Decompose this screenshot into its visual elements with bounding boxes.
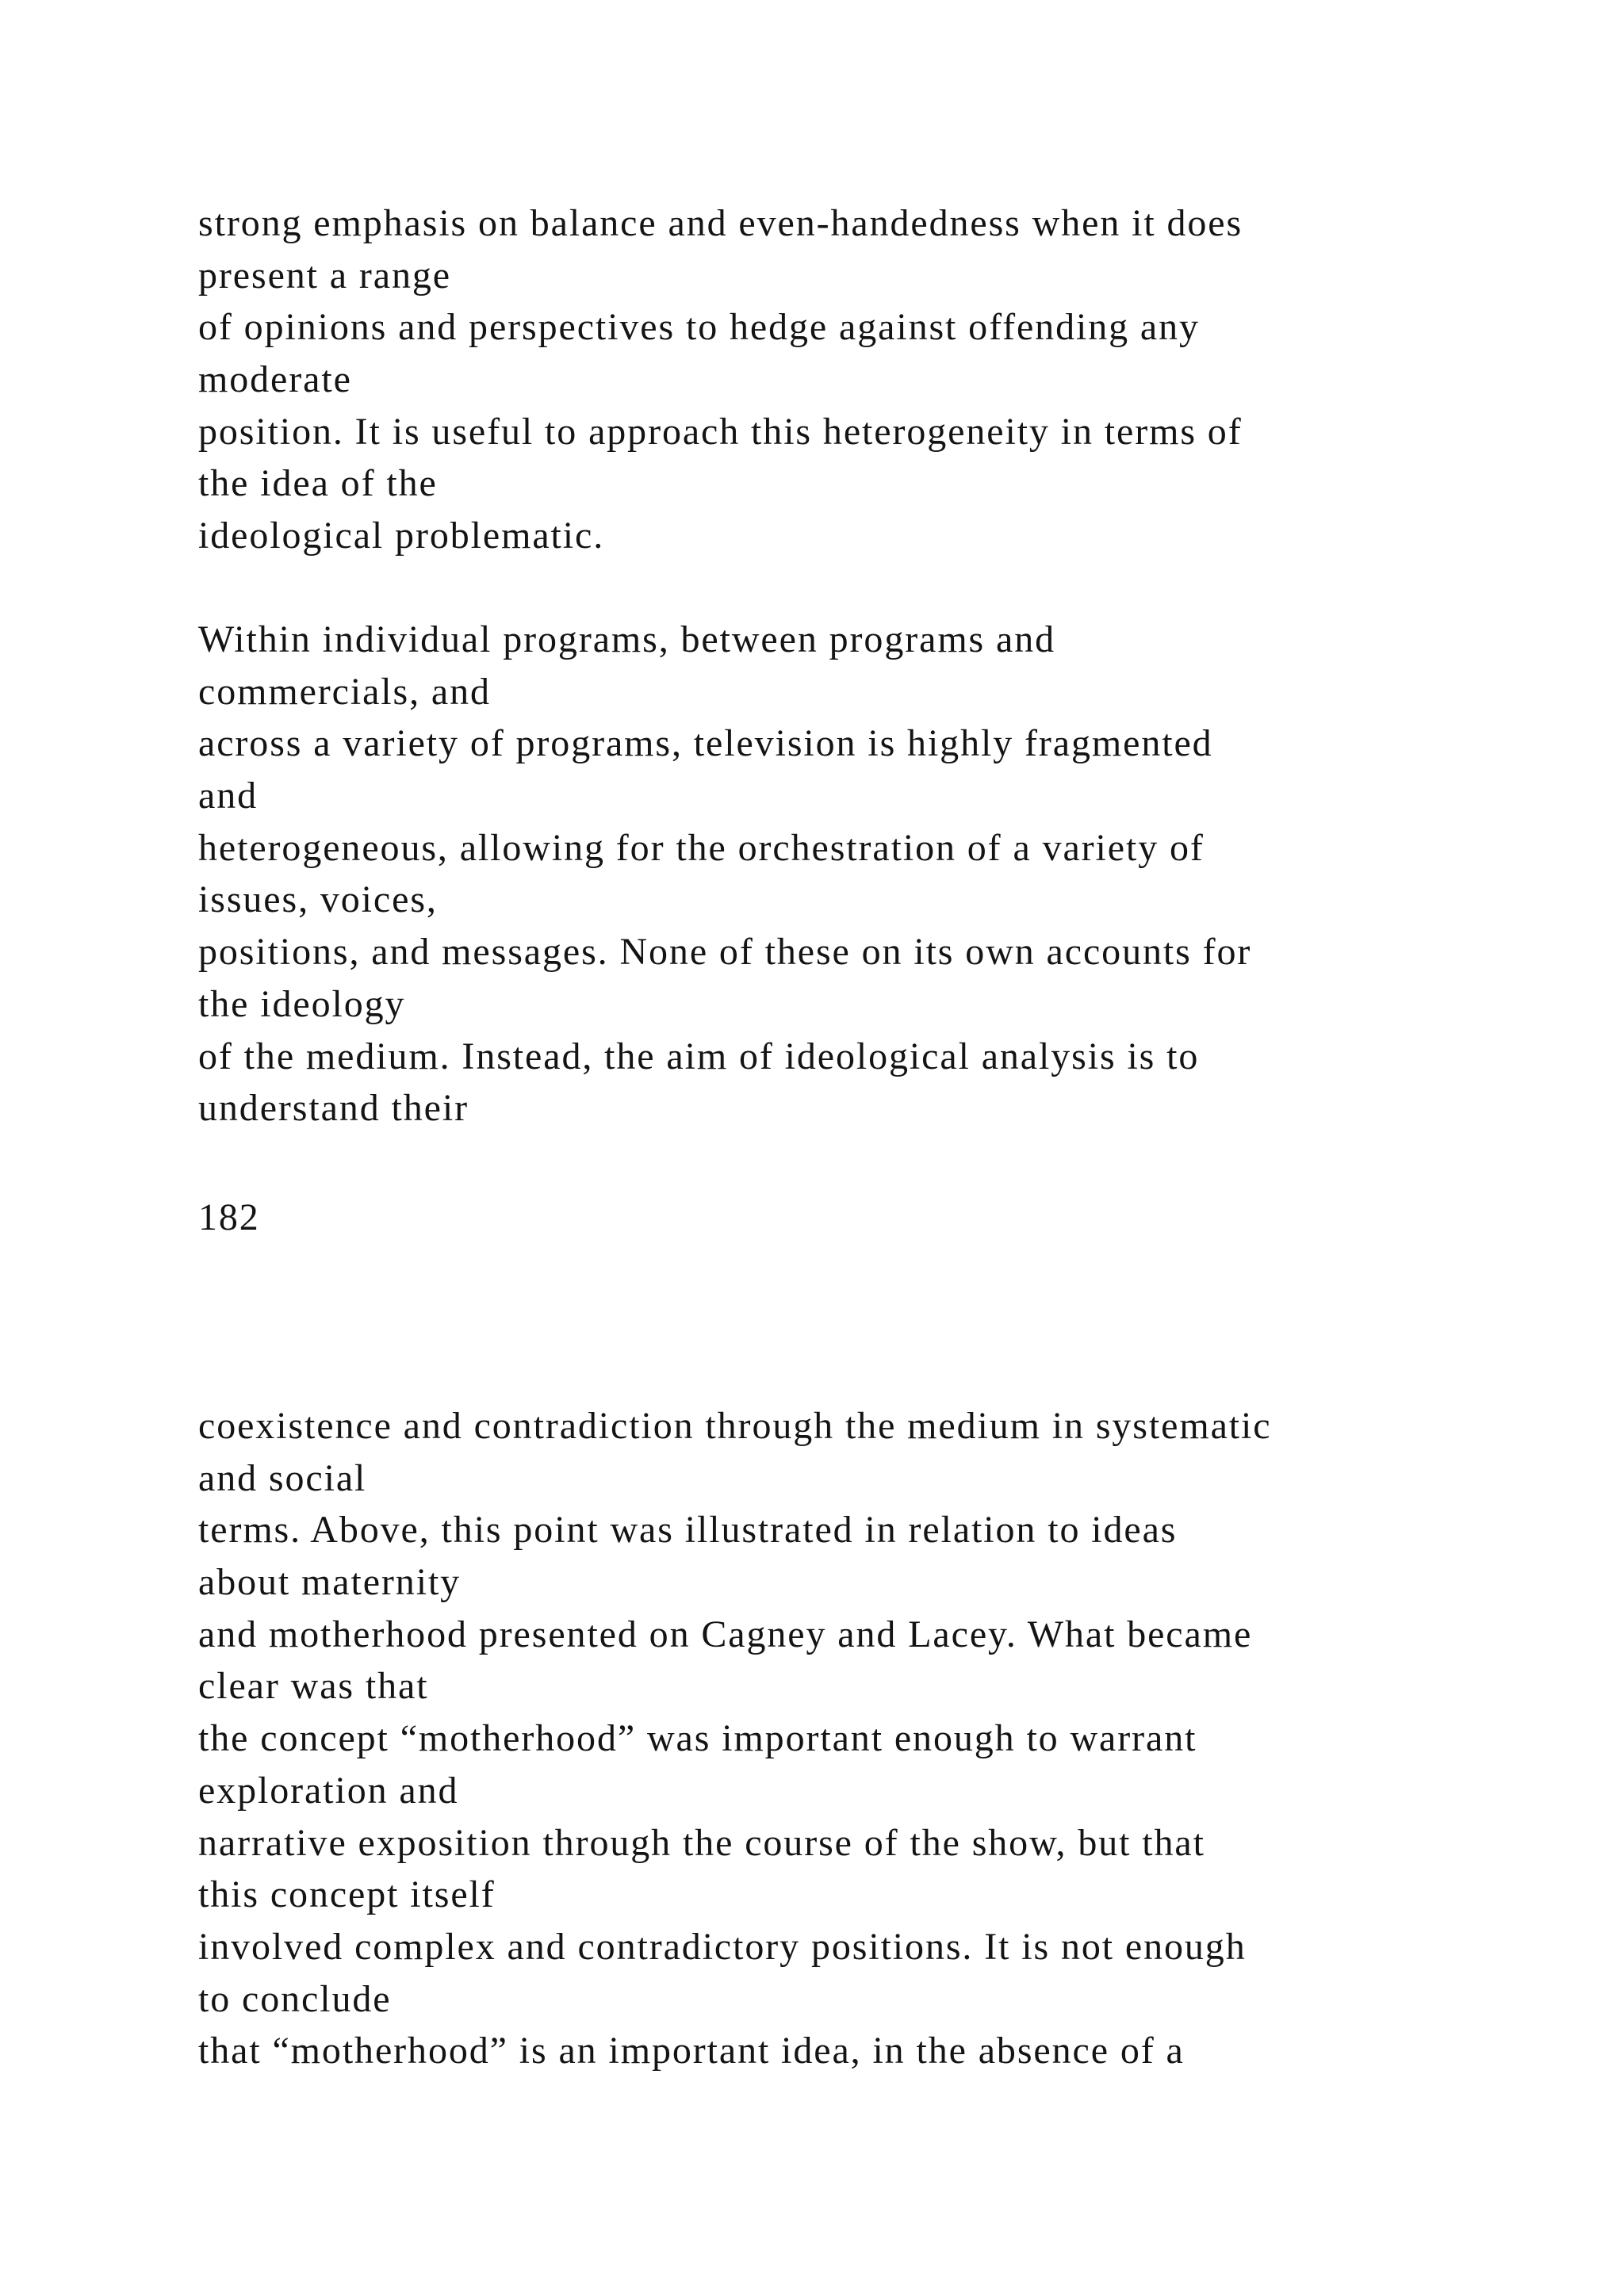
text-line: issues, voices,	[198, 878, 438, 921]
text-line: of opinions and perspectives to hedge against offending any	[198, 306, 1200, 349]
text-line: exploration and	[198, 1769, 459, 1812]
text-line: heterogeneous, allowing for the orchestration of a variety of	[198, 826, 1205, 869]
page-number: 182	[198, 1196, 260, 1238]
text-line: narrative exposition through the course of the show, but that	[198, 1821, 1205, 1864]
text-line: terms. Above, this point was illustrated in relation to ideas	[198, 1509, 1178, 1552]
page-number-block	[198, 1192, 1594, 1244]
text-line: present a range	[198, 254, 452, 297]
text-line: to conclude	[198, 1977, 392, 2020]
text-line: understand their	[198, 1087, 469, 1130]
text-line: clear was that	[198, 1665, 429, 1708]
text-line: the ideology	[198, 982, 406, 1025]
text-line: moderate	[198, 358, 352, 401]
text-line: and social	[198, 1456, 367, 1499]
text-line: the idea of the	[198, 462, 438, 505]
text-line: and	[198, 775, 259, 817]
paragraph	[198, 1400, 1594, 2077]
text-line: commercials, and	[198, 670, 491, 713]
text-line: and motherhood presented on Cagney and Lacey. What became	[198, 1613, 1253, 1655]
text-line: Within individual programs, between programs and	[198, 618, 1056, 660]
text-line: position. It is useful to approach this heterogeneity in terms of	[198, 410, 1243, 453]
text-line: positions, and messages. None of these on its own accounts for	[198, 931, 1252, 974]
text-line: ideological problematic.	[198, 515, 605, 557]
text-line: across a variety of programs, television is highly fragmented	[198, 722, 1213, 765]
text-line: about maternity	[198, 1561, 462, 1604]
text-line: that “motherhood” is an important idea, in the absence of a	[198, 2030, 1185, 2072]
text-line: the concept “motherhood” was important enough to warrant	[198, 1717, 1197, 1760]
text-line: this concept itself	[198, 1873, 496, 1916]
text-line: involved complex and contradictory positions. It is not enough	[198, 1925, 1247, 1968]
text-line: coexistence and contradiction through the medium in systematic	[198, 1405, 1272, 1447]
text-line: strong emphasis on balance and even-handedness when it does	[198, 202, 1243, 244]
paragraph	[198, 197, 1594, 562]
paragraph	[198, 614, 1594, 1135]
text-line: of the medium. Instead, the aim of ideological analysis is to	[198, 1035, 1200, 1077]
